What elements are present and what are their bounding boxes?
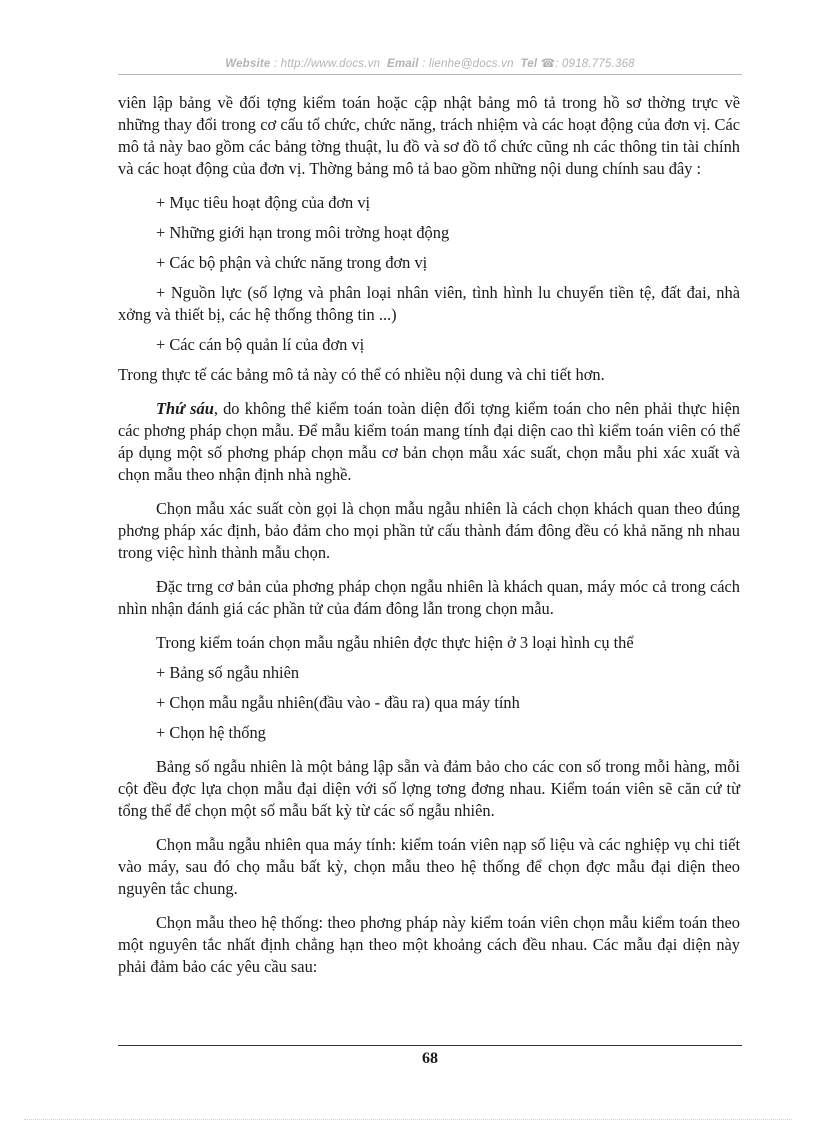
header-rule	[118, 74, 742, 75]
email-label: Email	[387, 58, 419, 70]
paragraph: Chọn mẫu xác suất còn gọi là chọn mẫu ngẫu nhiên là cách chọn khách quan theo đúng phơng pháp xác định, bảo đảm cho mọi phần tử cấu thành đám đông đều có khả năng nh nhau trong việc hình thành mẫu chọn.	[118, 499, 740, 562]
paragraph-text: , do không thể kiểm toán toàn diện đối tợng kiểm toán cho nên phải thực hiện các phơng pháp chọn mẫu. Để mẫu kiểm toán mang tính đại diện cao thì kiểm toán viên có thể áp dụng một số phơng pháp chọn mẫu cơ bản chọn mẫu xác suất, chọn mẫu phi xác xuất và chọn mẫu theo nhận định nhà nghề.	[118, 399, 740, 484]
emphasis: Thứ sáu	[156, 399, 214, 418]
list-item: + Các bộ phận và chức năng trong đơn vị	[156, 253, 428, 272]
website-label: Website	[225, 58, 271, 70]
document-body	[118, 92, 740, 986]
paragraph	[118, 398, 740, 486]
tel-label: Tel	[520, 58, 538, 70]
list-item: + Các cán bộ quản lí của đơn vị	[156, 335, 365, 354]
paragraph: Đặc trng cơ bản của phơng pháp chọn ngẫu nhiên là khách quan, máy móc cả trong cách nhìn nhận đánh giá các phần tử của đám đông lẫn trong chọn mẫu.	[118, 577, 740, 618]
website-value: : http://www.docs.vn	[273, 58, 381, 70]
page-edge-dotted-line	[24, 1119, 792, 1120]
page-number: 68	[422, 1050, 438, 1067]
paragraph: Trong kiểm toán chọn mẫu ngẫu nhiên đợc thực hiện ở 3 loại hình cụ thể	[156, 633, 634, 652]
tel-value: : 0918.775.368	[555, 58, 635, 70]
email-value: : lienhe@docs.vn	[422, 58, 514, 70]
list-item-line: đất đai, nhà xởng và thiết bị, các hệ thống thông tin ...)	[118, 283, 740, 324]
list-item	[118, 282, 740, 326]
paragraph: Trong thực tế các bảng mô tả này có thể có nhiều nội dung và chi tiết hơn.	[118, 365, 605, 384]
paragraph: viên lập bảng về đối tợng kiểm toán hoặc cập nhật bảng mô tả trong hồ sơ thờng trực về những thay đổi trong cơ cấu tổ chức, chức năng, trách nhiệm và các hoạt động của đơn vị. Các mô tả này bao gồm các bảng tờng thuật, lu đồ và sơ đồ tổ chức cũng nh các thông tin tài chính và các hoạt động của đơn vị. Thờng bảng mô tả bao gồm những nội dung chính sau đây :	[118, 93, 740, 178]
list-item: + Chọn hệ thống	[156, 723, 266, 742]
list-item: + Mục tiêu hoạt động của đơn vị	[156, 193, 371, 212]
paragraph: Bảng số ngẫu nhiên là một bảng lập sẵn và đảm bảo cho các con số trong mỗi hàng, mỗi cột đều đợc lựa chọn mẫu đại diện với số lợng tơng đơng nhau. Kiểm toán viên sẽ căn cứ từ tổng thể để chọn một số mẫu bất kỳ từ các số ngẫu nhiên.	[118, 757, 740, 820]
list-item-line: + Nguồn lực (số lợng và phân loại nhân viên, tình hình lu chuyển tiền tệ,	[156, 283, 656, 302]
paragraph: Chọn mẫu theo hệ thống: theo phơng pháp này kiểm toán viên chọn mẫu kiểm toán theo một nguyên tắc nhất định chẳng hạn theo một khoảng cách đều nhau. Các mẫu đại diện này phải đảm bảo các yêu cầu sau:	[118, 913, 740, 976]
list-item: + Bảng số ngẫu nhiên	[156, 663, 300, 682]
footer-rule	[118, 1045, 742, 1046]
paragraph: Chọn mẫu ngẫu nhiên qua máy tính: kiểm toán viên nạp số liệu và các nghiệp vụ chi tiết vào máy, sau đó chọ mẫu bất kỳ, chọn mẫu theo hệ thống để chọn đợc mẫu đại diện theo nguyên tắc chung.	[118, 835, 740, 898]
list-item: + Chọn mẫu ngẫu nhiên(đầu vào - đầu ra) qua máy tính	[156, 693, 520, 712]
list-item: + Những giới hạn trong môi trờng hoạt động	[156, 223, 450, 242]
phone-icon: ☎	[540, 58, 556, 70]
page-header	[118, 56, 742, 70]
